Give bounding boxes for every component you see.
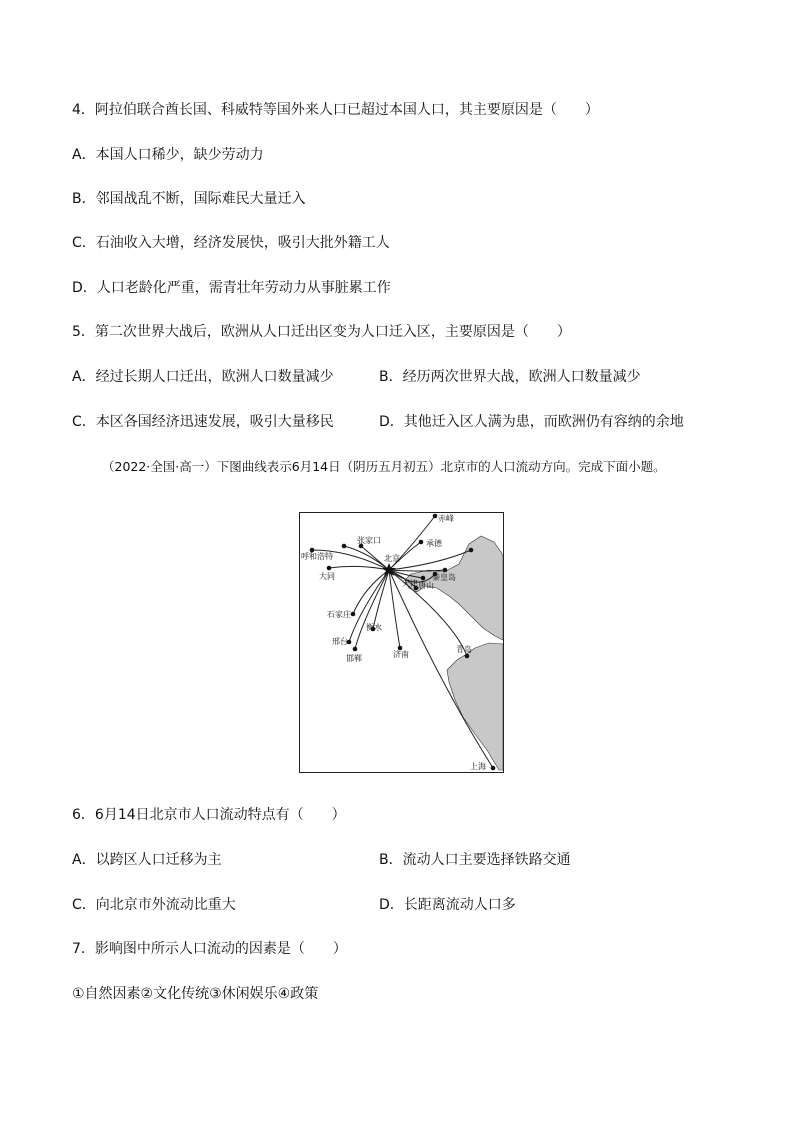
label-huhehaote: 呼和浩特 — [301, 552, 333, 561]
q4-option-a: A．本国人口稀少，缺少劳动力 — [72, 147, 264, 163]
label-tianjin: 天津 — [402, 579, 418, 588]
label-datong: 大同 — [319, 572, 335, 581]
q7-factors: ①自然因素②文化传统③休闲娱乐④政策 — [72, 986, 319, 1002]
q6-option-b: B．流动人口主要选择铁路交通 — [379, 852, 571, 868]
q4-option-b: B．邻国战乱不断，国际难民大量迁入 — [72, 191, 306, 207]
q4-option-d: D．人口老龄化严重，需青壮年劳动力从事脏累工作 — [72, 280, 391, 296]
q5-option-b: B．经历两次世界大战，欧洲人口数量减少 — [379, 369, 641, 385]
label-xingtai: 邢台 — [332, 637, 348, 646]
label-qinhuangdao: 秦皇岛 — [432, 573, 456, 582]
label-shijiazhuang: 石家庄 — [327, 610, 351, 619]
label-hengshui: 衡水 — [366, 623, 382, 632]
label-handan: 邯郸 — [346, 654, 362, 663]
material-intro: （2022·全国·高一）下图曲线表示6月14日（阴历五月初五）北京市的人口流动方向。完成下面小题。 — [102, 459, 666, 474]
q5-option-d: D．其他迁入区人满为患，而欧洲仍有容纳的余地 — [379, 414, 684, 430]
q6-option-a: A．以跨区人口迁移为主 — [72, 852, 222, 868]
q5-option-a: A．经过长期人口迁出，欧洲人口数量减少 — [72, 369, 334, 385]
q5-stem: 5．第二次世界大战后，欧洲从人口迁出区变为人口迁入区，主要原因是（ ） — [72, 324, 571, 340]
label-jinan: 济南 — [393, 650, 409, 659]
q4-stem: 4．阿拉伯联合酋长国、科威特等国外来人口已超过本国人口，其主要原因是（ ） — [72, 102, 599, 118]
label-chifeng: 赤峰 — [438, 514, 454, 523]
q5-option-c: C．本区各国经济迅速发展，吸引大量移民 — [72, 414, 334, 430]
label-zhangjiakou: 张家口 — [357, 536, 381, 545]
label-beijing: 北京 — [384, 554, 400, 563]
q4-option-c: C．石油收入大增，经济发展快，吸引大批外籍工人 — [72, 235, 390, 251]
q6-option-c: C．向北京市外流动比重大 — [72, 897, 236, 913]
label-qingdao: 青岛 — [456, 645, 472, 654]
label-shanghai: 上海 — [470, 762, 486, 771]
q7-stem: 7．影响图中所示人口流动的因素是（ ） — [72, 941, 347, 957]
q6-stem: 6．6月14日北京市人口流动特点有（ ） — [72, 807, 346, 823]
population-flow-map — [299, 512, 504, 773]
q6-option-d: D．长距离流动人口多 — [379, 897, 516, 913]
label-chengde: 承德 — [426, 539, 442, 548]
label-tangshan: 唐山 — [418, 581, 434, 590]
